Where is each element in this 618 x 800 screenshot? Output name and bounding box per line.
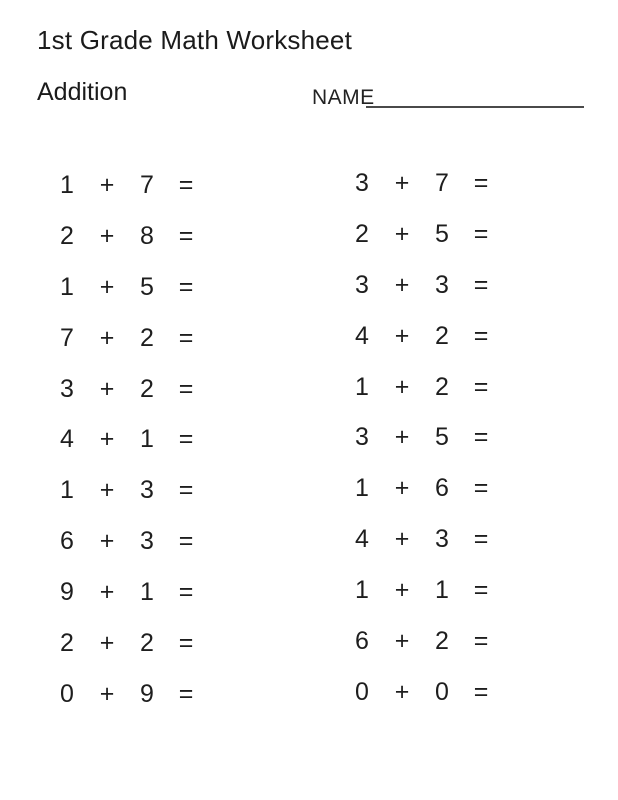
problem-row — [343, 260, 513, 311]
problem-row — [343, 158, 513, 209]
operand-b: 2 — [140, 374, 154, 403]
plus-sign: + — [394, 168, 410, 197]
operand-a: 6 — [355, 626, 369, 655]
operand-b: 1 — [435, 576, 449, 605]
problem-row — [48, 414, 218, 465]
equals-sign: = — [178, 527, 194, 556]
equals-sign: = — [473, 321, 489, 350]
equals-sign: = — [473, 219, 489, 248]
plus-sign: + — [394, 576, 410, 605]
plus-sign: + — [99, 476, 115, 505]
equals-sign: = — [178, 628, 194, 657]
plus-sign: + — [394, 372, 410, 401]
operand-b: 7 — [140, 170, 154, 199]
equals-sign: = — [473, 525, 489, 554]
operand-b: 5 — [140, 272, 154, 301]
operand-b: 3 — [140, 476, 154, 505]
problem-row — [343, 667, 513, 718]
problem-row — [48, 160, 218, 211]
plus-sign: + — [394, 677, 410, 706]
problem-row — [343, 209, 513, 260]
problem-row — [343, 565, 513, 616]
equals-sign: = — [178, 425, 194, 454]
equals-sign: = — [473, 576, 489, 605]
operand-b: 9 — [140, 679, 154, 708]
operand-b: 3 — [140, 527, 154, 556]
plus-sign: + — [394, 423, 410, 452]
plus-sign: + — [394, 525, 410, 554]
operand-a: 1 — [355, 576, 369, 605]
equals-sign: = — [178, 374, 194, 403]
problem-row — [343, 311, 513, 362]
operand-b: 3 — [435, 270, 449, 299]
operand-a: 1 — [355, 372, 369, 401]
plus-sign: + — [99, 527, 115, 556]
operand-a: 2 — [355, 219, 369, 248]
plus-sign: + — [394, 474, 410, 503]
equals-sign: = — [473, 168, 489, 197]
operand-b: 2 — [435, 372, 449, 401]
plus-sign: + — [394, 270, 410, 299]
operand-a: 7 — [60, 323, 74, 352]
equals-sign: = — [473, 677, 489, 706]
operand-a: 6 — [60, 527, 74, 556]
name-label: NAME — [312, 86, 375, 109]
operand-a: 2 — [60, 628, 74, 657]
plus-sign: + — [99, 323, 115, 352]
operand-a: 3 — [355, 168, 369, 197]
plus-sign: + — [99, 578, 115, 607]
section-title: Addition — [37, 78, 128, 106]
problem-row — [48, 618, 218, 669]
problems-column-right — [343, 158, 513, 718]
problems-column-left — [48, 160, 218, 720]
plus-sign: + — [394, 219, 410, 248]
operand-a: 3 — [355, 270, 369, 299]
problem-row — [343, 616, 513, 667]
plus-sign: + — [99, 425, 115, 454]
operand-a: 4 — [355, 321, 369, 350]
operand-b: 2 — [140, 628, 154, 657]
problem-row — [343, 362, 513, 413]
equals-sign: = — [178, 170, 194, 199]
problem-row — [48, 567, 218, 618]
operand-b: 2 — [435, 626, 449, 655]
operand-a: 0 — [355, 677, 369, 706]
plus-sign: + — [394, 321, 410, 350]
operand-b: 3 — [435, 525, 449, 554]
operand-b: 7 — [435, 168, 449, 197]
equals-sign: = — [473, 270, 489, 299]
operand-b: 1 — [140, 578, 154, 607]
problem-row — [48, 516, 218, 567]
plus-sign: + — [99, 679, 115, 708]
operand-a: 1 — [355, 474, 369, 503]
name-blank-line — [366, 86, 584, 108]
equals-sign: = — [473, 474, 489, 503]
operand-a: 1 — [60, 476, 74, 505]
operand-a: 4 — [60, 425, 74, 454]
equals-sign: = — [178, 323, 194, 352]
operand-a: 4 — [355, 525, 369, 554]
problem-row — [343, 514, 513, 565]
operand-b: 6 — [435, 474, 449, 503]
plus-sign: + — [394, 626, 410, 655]
operand-b: 2 — [435, 321, 449, 350]
problem-row — [48, 262, 218, 313]
operand-b: 5 — [435, 423, 449, 452]
operand-a: 3 — [355, 423, 369, 452]
equals-sign: = — [178, 221, 194, 250]
operand-a: 3 — [60, 374, 74, 403]
problem-row — [48, 364, 218, 415]
plus-sign: + — [99, 170, 115, 199]
plus-sign: + — [99, 628, 115, 657]
operand-a: 9 — [60, 578, 74, 607]
operand-a: 1 — [60, 170, 74, 199]
equals-sign: = — [473, 372, 489, 401]
problem-row — [48, 669, 218, 720]
page-title: 1st Grade Math Worksheet — [37, 25, 353, 55]
operand-a: 1 — [60, 272, 74, 301]
operand-a: 2 — [60, 221, 74, 250]
operand-a: 0 — [60, 679, 74, 708]
equals-sign: = — [178, 578, 194, 607]
plus-sign: + — [99, 221, 115, 250]
operand-b: 5 — [435, 219, 449, 248]
problem-row — [48, 211, 218, 262]
equals-sign: = — [178, 679, 194, 708]
problem-row — [343, 412, 513, 463]
plus-sign: + — [99, 374, 115, 403]
equals-sign: = — [473, 423, 489, 452]
operand-b: 8 — [140, 221, 154, 250]
problem-row — [48, 313, 218, 364]
operand-b: 1 — [140, 425, 154, 454]
equals-sign: = — [473, 626, 489, 655]
problem-row — [48, 465, 218, 516]
operand-b: 2 — [140, 323, 154, 352]
operand-b: 0 — [435, 677, 449, 706]
problem-row — [343, 463, 513, 514]
equals-sign: = — [178, 272, 194, 301]
plus-sign: + — [99, 272, 115, 301]
equals-sign: = — [178, 476, 194, 505]
